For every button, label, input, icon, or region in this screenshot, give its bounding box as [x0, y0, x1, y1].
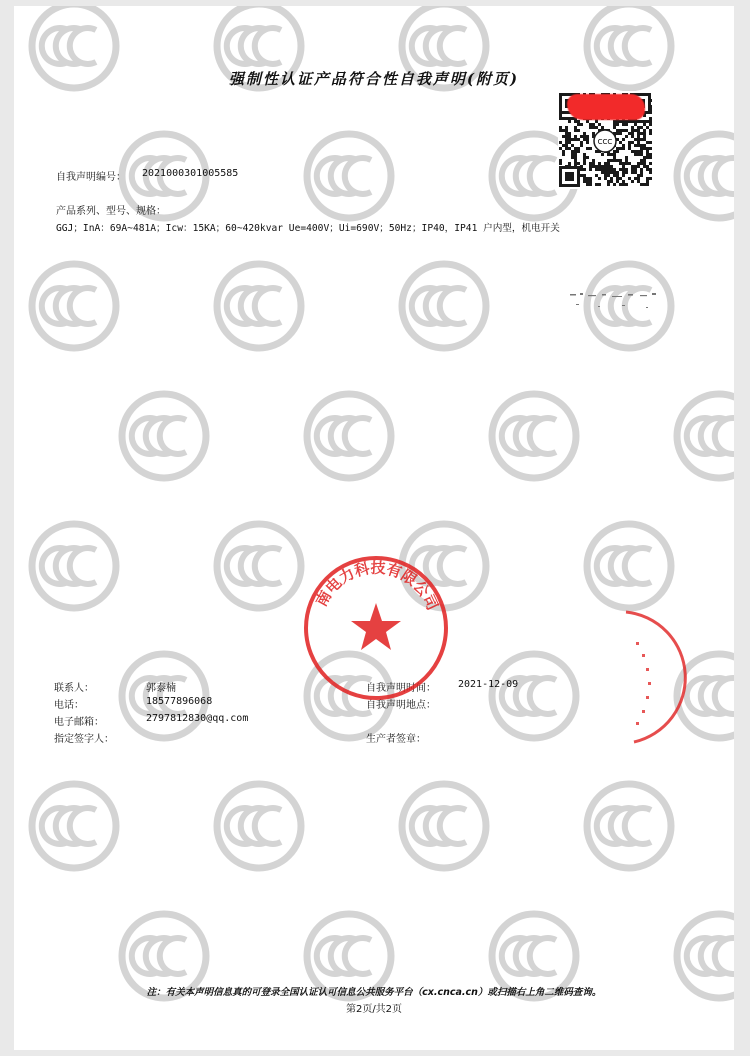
declaration-time: 2021-12-09: [458, 679, 519, 690]
declaration-number: 2021000301005585: [142, 168, 239, 179]
ccc-watermark-icon: [587, 784, 671, 868]
contact-label: 联系人：: [54, 683, 94, 694]
ccc-watermark-icon: [32, 524, 116, 608]
redaction-mark: [567, 94, 645, 120]
ccc-watermark-icon: [122, 394, 206, 478]
ccc-watermark-icon: [217, 784, 301, 868]
email-value: 2797812830@qq.com: [146, 713, 249, 724]
signer-label: 指定签字人：: [54, 734, 114, 745]
ccc-watermark-icon: [677, 394, 734, 478]
email-label: 电子邮箱：: [54, 717, 104, 728]
ccc-watermark-icon: [492, 654, 576, 738]
footer-note: 注：有关本声明信息真的可登录全国认证认可信息公共服务平台（cx.cnca.cn）或扫描右上角二维码查询。: [146, 987, 602, 998]
ccc-watermark-icon: [307, 394, 391, 478]
ccc-watermark-icon: [307, 134, 391, 218]
page-number: 第2页/共2页: [345, 1004, 403, 1015]
phone-label: 电话：: [54, 700, 84, 711]
partial-seal: [624, 602, 694, 752]
ccc-watermark-icon: [402, 264, 486, 348]
declaration-number-label: 自我声明编号：: [56, 172, 126, 183]
declaration-time-label: 自我声明时间：: [366, 683, 436, 694]
document-title: 强制性认证产品符合性自我声明(附页): [228, 70, 520, 88]
ccc-watermark-icon: [492, 394, 576, 478]
ccc-watermark-icon: [32, 264, 116, 348]
document-page: [14, 6, 734, 1050]
product-spec-label: 产品系列、型号、规格：: [56, 206, 166, 217]
qr-ccc-label: CCC: [597, 138, 613, 146]
phone-value: 18577896068: [146, 696, 213, 707]
ccc-watermark-icon: [402, 784, 486, 868]
ccc-watermark-icon: [32, 784, 116, 868]
product-spec: GGJ；InA：69A~481A；Icw：15KA；60~420kvar Ue=400V；Ui=690V；50Hz；IP40，IP41 户内型，机电开关: [56, 223, 560, 234]
ccc-watermark-icon: [217, 264, 301, 348]
contact-value: 郭泰楠: [146, 683, 176, 694]
declaration-place-label: 自我声明地点：: [366, 700, 436, 711]
ccc-watermark-icon: [587, 524, 671, 608]
ccc-watermark-icon: [677, 134, 734, 218]
scan-noise: [562, 288, 672, 328]
company-seal: [301, 553, 451, 703]
svg-text:南电力科技有限公司: 南电力科技有限公司: [312, 558, 442, 614]
producer-sign-label: 生产者签章：: [366, 734, 426, 745]
ccc-watermark-icon: [217, 524, 301, 608]
